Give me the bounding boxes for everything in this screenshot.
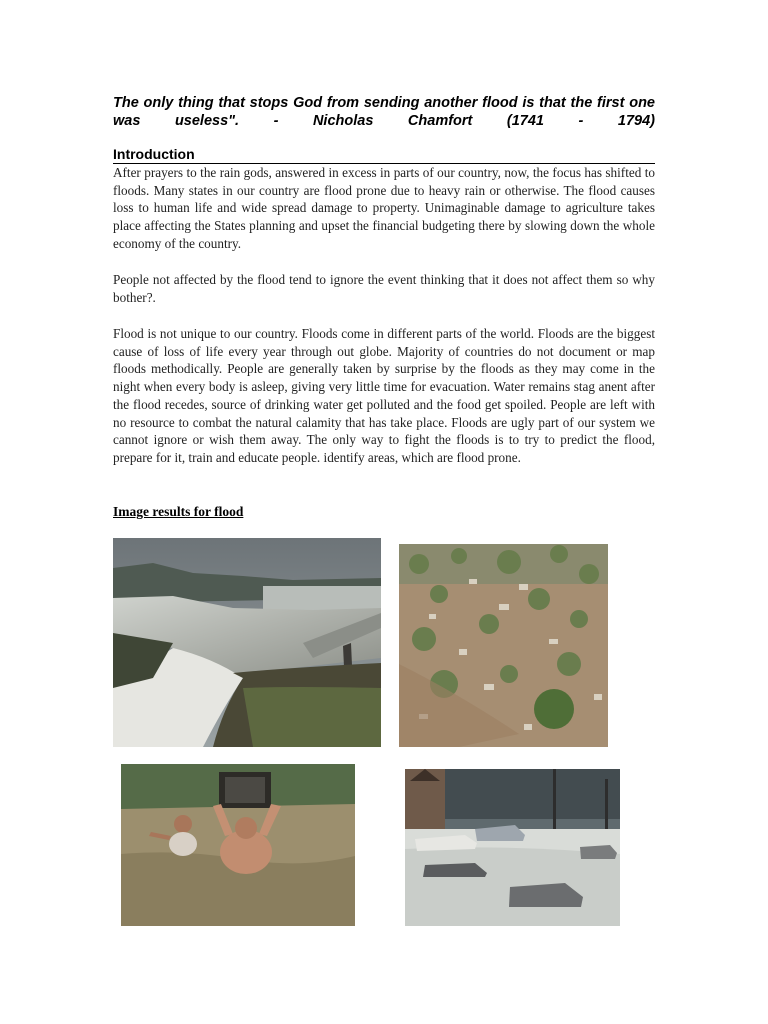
- paragraph-3: Flood is not unique to our country. Floods come in different parts of the world. Floods are the biggest cause of loss of life every year through out globe. Majority of countries do not document or map floods methodically. People are generally taken by surprise by the floods as they may come in the night when every body is asleep, giving very little time for evacuation. Water remains stag anent after the flood recedes, source of drinking water get polluted and the food get spoiled. People are left with no resource to combat the natural calamity that has take place. Floods are ugly part of our system we cannot ignore or wish them away. The only way to fight the floods is to try to predict the flood, prepare for it, train and educate people. identify areas, which are flood prone.: [113, 326, 655, 465]
- epigraph-quote: The only thing that stops God from sending another flood is that the first one was useless". - Nicholas Chamfort (1741 - 1794): [113, 95, 655, 129]
- submerged-cars-photo: [405, 769, 620, 926]
- flood-bridge-collapse-photo: [113, 538, 381, 747]
- paragraph-2: People not affected by the flood tend to ignore the event thinking that it does not affect them so why bother?.: [113, 272, 655, 305]
- flooded-town-aerial-photo: [399, 544, 608, 747]
- paragraph-1: After prayers to the rain gods, answered in excess in parts of our country, now, the focus has shifted to floods. Many states in our country are flood prone due to heavy rain or otherwise. The flood causes loss to human life and wide spread damage to property. Unimaginable damage to agriculture takes place affecting the States planning and upset the financial budgeting there by slowing down the whole economy of the country.: [113, 165, 655, 251]
- people-wading-flood-photo: [121, 764, 355, 926]
- section-heading-introduction: Introduction: [113, 146, 655, 164]
- image-section-title: Image results for flood: [113, 504, 244, 519]
